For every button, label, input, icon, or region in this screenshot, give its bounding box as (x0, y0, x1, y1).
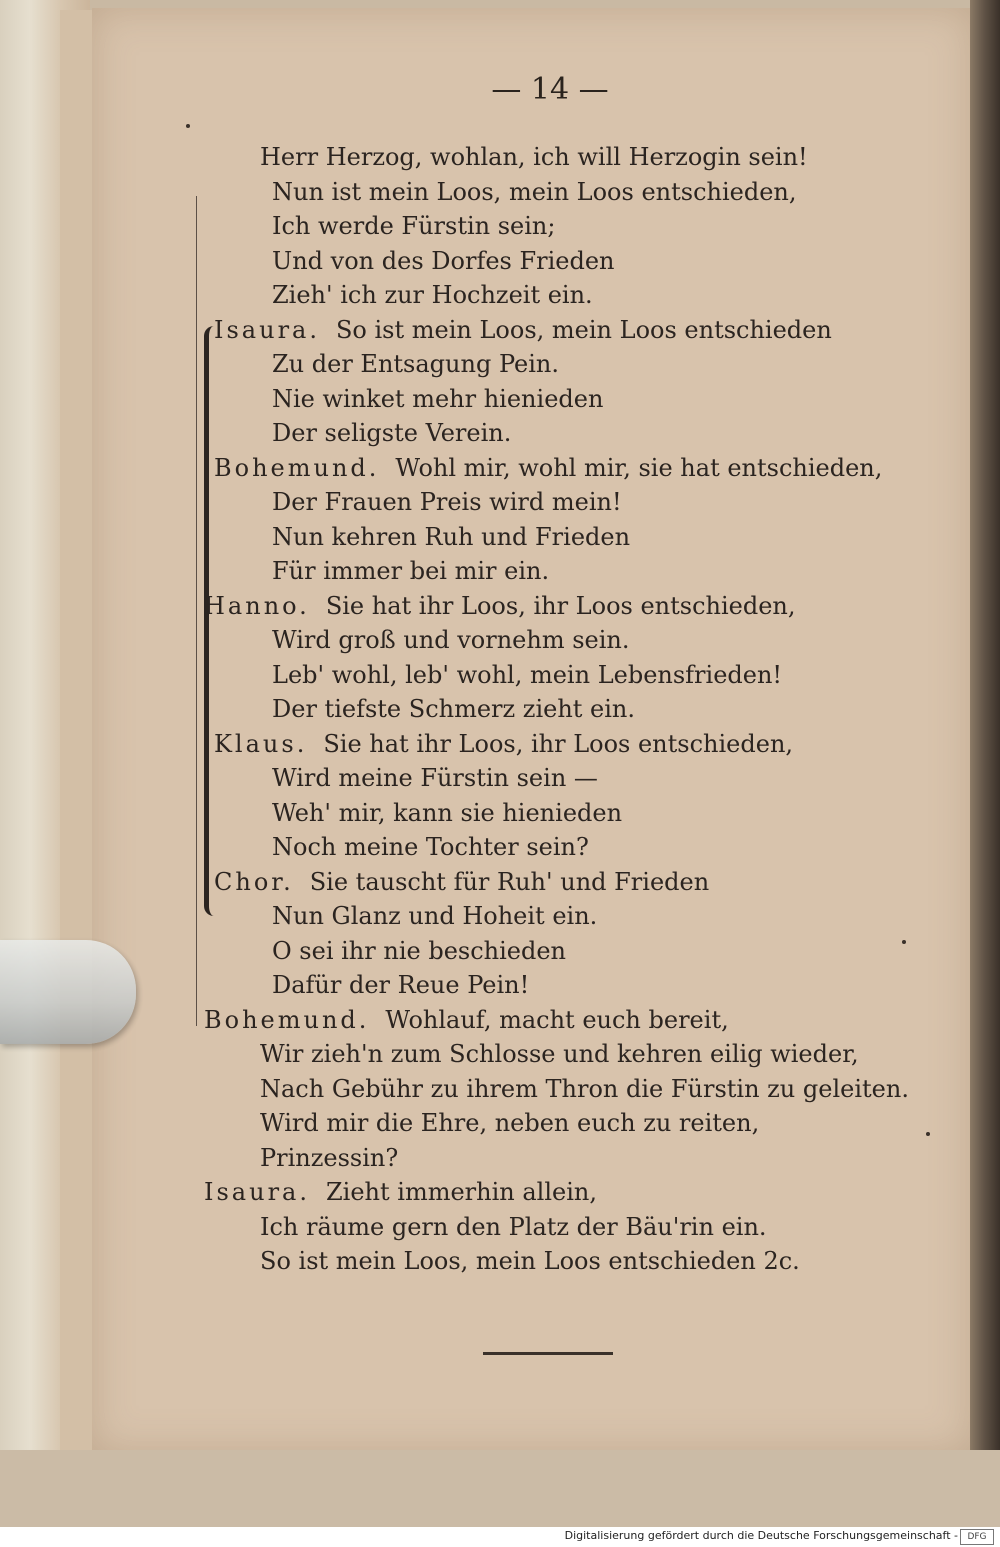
text-line (204, 1003, 729, 1037)
text-line (272, 347, 559, 381)
footer-credit: Digitalisierung gefördert durch die Deutsche Forschungsgemeinschaft - (564, 1529, 958, 1542)
verse-text: So ist mein Loos, mein Loos entschieden 2c. (260, 1247, 800, 1275)
text-line (214, 313, 832, 347)
page-number: — 14 — (491, 72, 609, 107)
verse-text: Wir zieh'n zum Schlosse und kehren eilig wieder, (260, 1040, 859, 1068)
text-line (272, 830, 589, 864)
text-line (260, 1141, 398, 1175)
verse-text: Wird mir die Ehre, neben euch zu reiten, (260, 1109, 760, 1137)
text-line (260, 1106, 759, 1140)
speaker-name: Bohemund. (204, 1006, 370, 1034)
verse-text: Nun kehren Ruh und Frieden (272, 523, 631, 551)
verse-text: Für immer bei mir ein. (272, 557, 550, 585)
verse-text: Herr Herzog, wohlan, ich will Herzogin sein! (260, 143, 808, 171)
verse-text: Nun Glanz und Hoheit ein. (272, 902, 598, 930)
speaker-name: Klaus. (214, 730, 308, 758)
verse-text: Zieh' ich zur Hochzeit ein. (272, 281, 593, 309)
verse-text: Zieht immerhin allein, (325, 1178, 597, 1206)
text-line (260, 1037, 859, 1071)
verse-text: Der seligste Verein. (272, 419, 512, 447)
verse-text: Leb' wohl, leb' wohl, mein Lebensfrieden! (272, 661, 783, 689)
verse-text: Weh' mir, kann sie hienieden (272, 799, 623, 827)
text-line (272, 692, 635, 726)
ink-dot (926, 1132, 930, 1136)
text-line (272, 968, 529, 1002)
book-bottom-strip (0, 1450, 1000, 1527)
ink-dot (186, 124, 190, 128)
speaker-name: Chor. (214, 868, 294, 896)
ink-dot (902, 940, 906, 944)
text-line (260, 1210, 767, 1244)
verse-text: Dafür der Reue Pein! (272, 971, 530, 999)
text-line (272, 416, 511, 450)
text-line (272, 382, 603, 416)
text-line (214, 451, 882, 485)
footer-bar (0, 1527, 1000, 1547)
text-line (272, 934, 566, 968)
text-line (272, 209, 555, 243)
text-line (272, 520, 630, 554)
verse-text: O sei ihr nie beschieden (272, 937, 567, 965)
text-line (272, 175, 797, 209)
text-line (272, 554, 549, 588)
text-line (214, 865, 709, 899)
text-line (214, 727, 793, 761)
text-line (272, 761, 598, 795)
speaker-name: Isaura. (204, 1178, 310, 1206)
text-line (204, 1175, 597, 1209)
verse-text: Und von des Dorfes Frieden (272, 247, 615, 275)
text-line (204, 589, 796, 623)
verse-text: Wohlauf, macht euch bereit, (385, 1006, 729, 1034)
speaker-name: Hanno. (204, 592, 310, 620)
verse-text: Noch meine Tochter sein? (272, 833, 589, 861)
text-line (272, 658, 782, 692)
verse-text: Nun ist mein Loos, mein Loos entschieden, (272, 178, 797, 206)
verse-text: Nach Gebühr zu ihrem Thron die Fürstin zu geleiten. (260, 1075, 909, 1103)
verse-text: Sie tauscht für Ruh' und Frieden (309, 868, 710, 896)
text-line (260, 1072, 909, 1106)
verse-text: Ich werde Fürstin sein; (272, 212, 556, 240)
book-edge-right (970, 0, 1000, 1527)
verse-text: Der Frauen Preis wird mein! (272, 488, 622, 516)
text-line (272, 278, 593, 312)
text-line (260, 1244, 800, 1278)
section-separator (483, 1352, 613, 1355)
speaker-name: Bohemund. (214, 454, 380, 482)
verse-text: Wohl mir, wohl mir, sie hat entschieden, (395, 454, 883, 482)
page-holder-clip (0, 940, 136, 1044)
text-line (272, 899, 597, 933)
verse-text: Nie winket mehr hienieden (272, 385, 604, 413)
text-line (272, 623, 630, 657)
verse-text: Prinzessin? (260, 1144, 399, 1172)
speaker-name: Isaura. (214, 316, 320, 344)
verse-text: Der tiefste Schmerz zieht ein. (272, 695, 636, 723)
text-line (272, 485, 622, 519)
verse-text: Wird groß und vornehm sein. (272, 626, 630, 654)
verse-text: Sie hat ihr Loos, ihr Loos entschieden, (323, 730, 794, 758)
verse-text: Wird meine Fürstin sein — (272, 764, 598, 792)
verse-text: So ist mein Loos, mein Loos entschieden (335, 316, 832, 344)
verse-text: Sie hat ihr Loos, ihr Loos entschieden, (325, 592, 796, 620)
text-line (272, 796, 622, 830)
text-line (260, 140, 808, 174)
verse-text: Ich räume gern den Platz der Bäu'rin ein. (260, 1213, 767, 1241)
verse-text: Zu der Entsagung Pein. (272, 350, 559, 378)
dfg-logo: DFG (960, 1529, 994, 1545)
text-line (272, 244, 615, 278)
